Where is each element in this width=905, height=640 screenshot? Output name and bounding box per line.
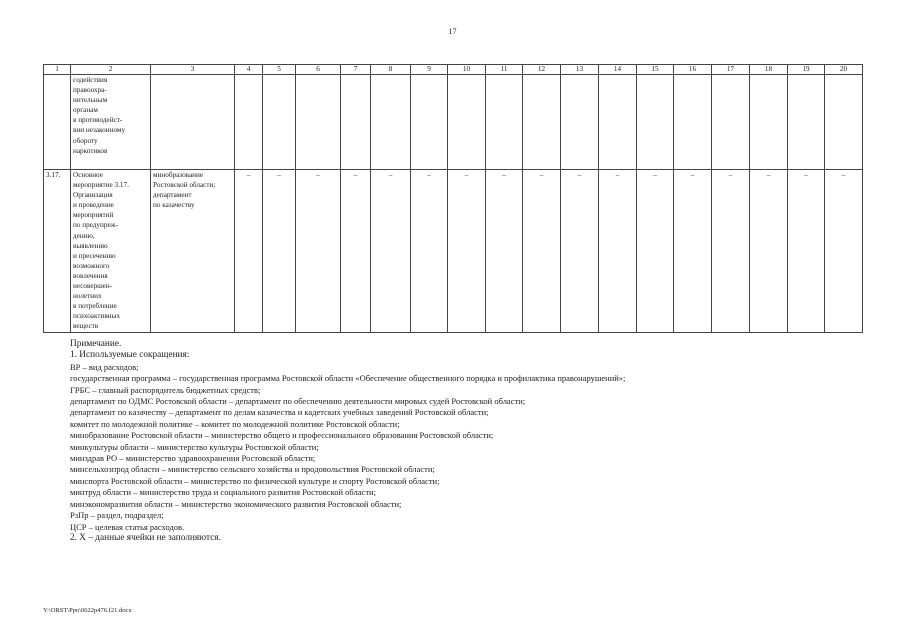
name-cell [71,170,151,333]
cell-line: выявлению [73,241,108,250]
data-cell [411,75,448,170]
cell-line: содействия [73,76,108,84]
cell-line: дению, [73,231,95,240]
dash-cell: – [599,170,637,333]
cell-line: несовершен- [73,282,113,291]
notes-item-1: 1. Используемые сокращения: [70,350,190,361]
data-cell [712,75,750,170]
cell-line: наркотиков [73,146,108,155]
data-cell [448,75,486,170]
number-cell [44,75,71,170]
note-line: минспорта Ростовской области – министерство по физической культуре и спорту Ростовской области; [70,475,440,486]
header-cell: 5 [263,65,296,75]
header-cell: 7 [341,65,371,75]
header-cell: 20 [825,65,863,75]
cell-line: и пресечению [73,251,116,260]
dash-cell: – [674,170,712,333]
data-cell [561,75,599,170]
note-line: минобразование Ростовской области – министерство общего и профессионального образования Ростовской области; [70,430,494,441]
cell-line: Ростовской области; [153,181,216,190]
cell-line: в противодейст- [73,116,123,125]
note-line: департамент по ОДМС Ростовской области – департамент по обеспечению деятельности мировых судей Ростовской области; [70,396,526,407]
data-cell [341,75,371,170]
cell-line: органам [73,106,98,115]
data-cell [637,75,674,170]
cell-line: Основное [73,171,103,179]
header-cell: 17 [712,65,750,75]
dash-cell: – [825,170,863,333]
cell-line: мероприятий [73,211,114,220]
note-line: минэкономразвития области – министерство экономического развития Ростовской области; [70,498,402,509]
note-line: ЦСР – целевая статья расходов. [70,521,185,532]
header-cell: 9 [411,65,448,75]
dash-cell: – [411,170,448,333]
cell-line: по предупреж- [73,221,119,230]
notes-title: Примечание. [70,339,122,349]
dash-cell: – [235,170,263,333]
cell-line: мероприятие 3.17. [73,181,129,190]
header-cell: 12 [523,65,561,75]
header-cell: 3 [151,65,235,75]
dash-cell: – [486,170,523,333]
file-path: Y:\ORST\Ppo\0622p476.f21.docx [43,607,132,614]
note-line: РзПр – раздел, подраздел; [70,510,164,521]
header-cell: 18 [750,65,788,75]
data-cell [750,75,788,170]
header-cell: 8 [371,65,411,75]
note-line: комитет по молодежной политике – комитет по молодежной политике Ростовской области; [70,418,400,429]
data-cell [523,75,561,170]
dash-cell: – [788,170,825,333]
note-line: минсельхозпрод области – министерство сельского хозяйства и продовольствия Ростовской области; [70,464,435,475]
data-cell [151,75,235,170]
note-line: ВР – вид расходов; [70,361,139,372]
cell-line: нолетних [73,292,102,301]
header-cell: 13 [561,65,599,75]
abbreviation-list [70,362,870,533]
notes-item-2: 2. Х – данные ячейки не заполняются. [70,532,221,543]
executor-cell [151,170,235,333]
note-line: департамент по казачеству – департамент по делам казачества и кадетских учебных заведений Ростовской области; [70,407,489,418]
data-cell [486,75,523,170]
header-cell: 10 [448,65,486,75]
program-table [43,64,863,333]
data-cell [825,75,863,170]
note-line: ГРБС – главный распорядитель бюджетных средств; [70,384,261,395]
data-cell [674,75,712,170]
cell-line: Организация [73,191,113,200]
header-cell: 11 [486,65,523,75]
dash-cell: – [448,170,486,333]
note-line: минтруд области – министерство труда и социального развития Ростовской области; [70,487,376,498]
header-cell: 16 [674,65,712,75]
cell-line: в потребление [73,302,117,311]
cell-line: нительным [73,96,108,105]
cell-line: психоактивных [73,312,121,321]
data-cell [235,75,263,170]
table-row [44,170,863,333]
cell-line: обороту [73,136,98,145]
dash-cell: – [637,170,674,333]
cell-line: возможного [73,261,110,270]
dash-cell: – [371,170,411,333]
dash-cell: – [750,170,788,333]
header-cell: 6 [296,65,341,75]
dash-cell: – [263,170,296,333]
dash-cell: – [341,170,371,333]
header-cell: 14 [599,65,637,75]
note-line: минздрав РО – министерство здравоохранения Ростовской области; [70,453,316,464]
note-line: государственная программа – государственная программа Ростовской области «Обеспечение общественного порядка и профилактика правонарушений»; [70,373,626,384]
note-line: минкультуры области – министерство культуры Ростовской области; [70,441,319,452]
cell-line: веществ [73,322,99,331]
dash-cell: – [296,170,341,333]
header-cell: 1 [44,65,71,75]
header-cell: 2 [71,65,151,75]
cell-line: вии незаконному [73,126,126,135]
header-cell: 15 [637,65,674,75]
cell-line: правоохра- [73,86,107,95]
data-cell [371,75,411,170]
header-cell: 19 [788,65,825,75]
cell-line: департамент [153,191,192,200]
page-number: 17 [448,27,457,36]
dash-cell: – [523,170,561,333]
header-cell: 4 [235,65,263,75]
name-cell [71,75,151,170]
dash-cell: – [712,170,750,333]
cell-line: и проведение [73,201,114,210]
dash-cell: – [561,170,599,333]
data-cell [788,75,825,170]
data-cell [599,75,637,170]
notes-block [70,339,870,544]
number-cell: 3.17. [44,170,71,333]
data-cell [296,75,341,170]
table-row [44,75,863,170]
cell-line: по казачеству [153,201,195,210]
cell-line: минобразование [153,171,204,179]
table-header-row [44,65,863,75]
cell-line: вовлечения [73,271,108,280]
data-cell [263,75,296,170]
